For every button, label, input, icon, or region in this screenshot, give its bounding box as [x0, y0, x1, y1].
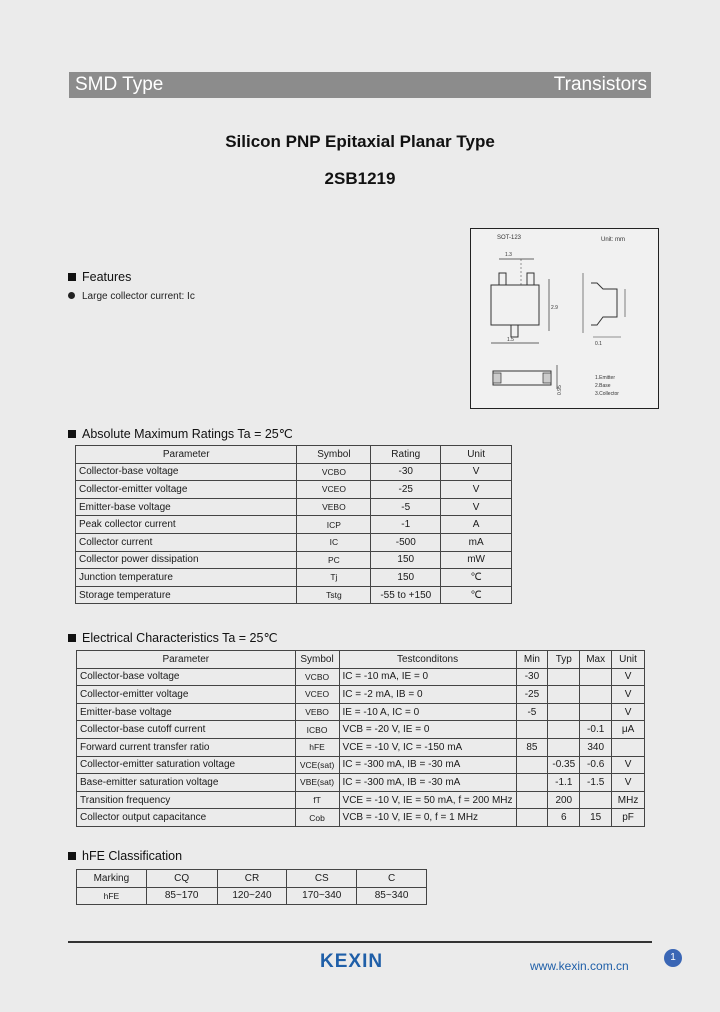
- elec-heading-text: Electrical Characteristics Ta = 25℃: [82, 631, 278, 645]
- hfe-heading: [68, 849, 182, 863]
- table-cell: ICP: [297, 516, 371, 534]
- table-cell: IC = -300 mA, IB = -30 mA: [339, 756, 516, 774]
- table-cell: VCBO: [295, 668, 339, 686]
- feature-text: Large collector current: Ic: [82, 291, 195, 302]
- table-cell: Forward current transfer ratio: [77, 738, 296, 756]
- table-cell: IC = -2 mA, IB = 0: [339, 686, 516, 704]
- table-cell: Collector power dissipation: [76, 551, 297, 569]
- table-cell: mA: [441, 533, 512, 551]
- table-cell: Collector-emitter saturation voltage: [77, 756, 296, 774]
- table-cell: -0.35: [548, 756, 580, 774]
- table-row: [76, 586, 512, 604]
- part-number: 2SB1219: [324, 169, 396, 188]
- table-cell: -30: [371, 463, 441, 481]
- table-cell: -30: [516, 668, 548, 686]
- table-cell: CS: [287, 870, 357, 888]
- bullet-square-icon: [68, 852, 76, 860]
- table-row: [76, 463, 512, 481]
- header-bar: [69, 72, 651, 98]
- dim-label: 2.9: [551, 305, 558, 311]
- table-cell: Collector-base voltage: [77, 668, 296, 686]
- table-cell: -25: [516, 686, 548, 704]
- table-cell: PC: [297, 551, 371, 569]
- table-row: [77, 791, 645, 809]
- table-cell: hFE: [295, 738, 339, 756]
- kexin-logo: KEXIN: [320, 951, 384, 972]
- table-row: [77, 703, 645, 721]
- bullet-square-icon: [68, 634, 76, 642]
- column-header: Typ: [548, 651, 580, 669]
- table-cell: [548, 703, 580, 721]
- abs-max-table: [75, 445, 512, 604]
- table-cell: [516, 809, 548, 827]
- column-header: Unit: [612, 651, 645, 669]
- table-cell: Collector output capacitance: [77, 809, 296, 827]
- table-cell: -5: [371, 498, 441, 516]
- table-cell: [548, 686, 580, 704]
- table-cell: [516, 721, 548, 739]
- table-cell: 340: [580, 738, 612, 756]
- table-cell: ℃: [441, 586, 512, 604]
- table-cell: 15: [580, 809, 612, 827]
- table-cell: ICBO: [295, 721, 339, 739]
- table-cell: C: [357, 870, 427, 888]
- table-cell: CQ: [146, 870, 217, 888]
- table-cell: Emitter-base voltage: [76, 498, 297, 516]
- table-cell: VCEO: [295, 686, 339, 704]
- table-row: [77, 887, 427, 905]
- table-cell: Collector-emitter voltage: [76, 481, 297, 499]
- table-cell: [580, 791, 612, 809]
- table-cell: MHz: [612, 791, 645, 809]
- table-cell: -1.5: [580, 774, 612, 792]
- table-cell: V: [612, 668, 645, 686]
- dim-label: 0.1: [595, 341, 602, 347]
- table-cell: Collector-base voltage: [76, 463, 297, 481]
- package-outline-drawing: [470, 228, 659, 409]
- table-cell: 85: [516, 738, 548, 756]
- table-cell: -0.1: [580, 721, 612, 739]
- table-cell: [516, 774, 548, 792]
- table-row: [77, 756, 645, 774]
- table-cell: pF: [612, 809, 645, 827]
- package-lead: [499, 273, 506, 285]
- table-cell: Collector current: [76, 533, 297, 551]
- table-cell: 150: [371, 569, 441, 587]
- footer-divider: [68, 941, 652, 943]
- table-cell: [580, 668, 612, 686]
- package-side-lead: [543, 373, 551, 383]
- table-cell: Cob: [295, 809, 339, 827]
- package-lead: [511, 325, 518, 337]
- table-row: [77, 870, 427, 888]
- abs-max-heading: [68, 426, 293, 441]
- table-cell: IC: [297, 533, 371, 551]
- table-row: [76, 498, 512, 516]
- table-cell: [612, 738, 645, 756]
- table-cell: VCB = -20 V, IE = 0: [339, 721, 516, 739]
- table-header-row: [77, 651, 645, 669]
- dim-label: 0.95: [557, 385, 563, 395]
- table-cell: Transition frequency: [77, 791, 296, 809]
- table-cell: 150: [371, 551, 441, 569]
- elec-heading: [68, 630, 277, 645]
- table-cell: Collector-emitter voltage: [77, 686, 296, 704]
- abs-max-heading-text: Absolute Maximum Ratings Ta = 25℃: [82, 427, 293, 441]
- table-cell: [516, 756, 548, 774]
- package-lead: [527, 273, 534, 285]
- table-cell: 85~340: [357, 887, 427, 905]
- table-cell: V: [612, 703, 645, 721]
- table-row: [76, 516, 512, 534]
- table-cell: VEBO: [295, 703, 339, 721]
- bullet-square-icon: [68, 430, 76, 438]
- table-cell: IE = -10 A, IC = 0: [339, 703, 516, 721]
- pin-legend: 2.Base: [595, 383, 611, 389]
- column-header: Parameter: [76, 446, 297, 464]
- column-header: Testconditons: [339, 651, 516, 669]
- column-header: Rating: [371, 446, 441, 464]
- table-row: [76, 551, 512, 569]
- feature-item: [68, 291, 195, 302]
- hfe-classification-table: [76, 869, 427, 905]
- column-header: Symbol: [295, 651, 339, 669]
- table-cell: [580, 703, 612, 721]
- table-cell: Tstg: [297, 586, 371, 604]
- table-cell: [516, 791, 548, 809]
- table-cell: V: [441, 498, 512, 516]
- dim-label: 1.5: [507, 337, 514, 343]
- footer-url[interactable]: www.kexin.com.cn: [530, 959, 629, 973]
- table-cell: [548, 668, 580, 686]
- table-cell: 6: [548, 809, 580, 827]
- table-cell: V: [441, 463, 512, 481]
- table-cell: [548, 721, 580, 739]
- table-row: [76, 481, 512, 499]
- table-cell: VBE(sat): [295, 774, 339, 792]
- page-title: Silicon PNP Epitaxial Planar Type: [225, 132, 495, 151]
- table-cell: V: [612, 686, 645, 704]
- table-row: [77, 721, 645, 739]
- package-profile: [591, 283, 617, 325]
- table-cell: Emitter-base voltage: [77, 703, 296, 721]
- package-side-view: [493, 371, 551, 385]
- table-cell: Collector-base cutoff current: [77, 721, 296, 739]
- features-heading: [68, 270, 131, 284]
- bullet-square-icon: [68, 273, 76, 281]
- package-top-view: [491, 285, 539, 325]
- table-cell: -0.6: [580, 756, 612, 774]
- table-cell: V: [612, 774, 645, 792]
- package-name: SOT-123: [497, 235, 522, 241]
- features-heading-text: Features: [82, 270, 132, 284]
- table-cell: VCBO: [297, 463, 371, 481]
- table-cell: -500: [371, 533, 441, 551]
- pin-legend: 1.Emitter: [595, 375, 616, 381]
- electrical-characteristics-table: [76, 650, 645, 827]
- table-cell: 85~170: [146, 887, 217, 905]
- table-row: [77, 686, 645, 704]
- hfe-heading-text: hFE Classification: [82, 849, 183, 863]
- header-left: SMD Type: [75, 74, 164, 95]
- column-header: Unit: [441, 446, 512, 464]
- table-cell: IC = -10 mA, IE = 0: [339, 668, 516, 686]
- table-cell: -25: [371, 481, 441, 499]
- dim-label: 1.3: [505, 252, 512, 258]
- table-cell: 170~340: [287, 887, 357, 905]
- package-side-lead: [493, 373, 501, 383]
- table-cell: Junction temperature: [76, 569, 297, 587]
- table-cell: CR: [217, 870, 287, 888]
- table-cell: VCE(sat): [295, 756, 339, 774]
- table-cell: Base-emitter saturation voltage: [77, 774, 296, 792]
- bullet-dot-icon: [68, 292, 75, 299]
- table-row: [77, 774, 645, 792]
- table-cell: Marking: [77, 870, 147, 888]
- table-cell: VCE = -10 V, IC = -150 mA: [339, 738, 516, 756]
- table-cell: Storage temperature: [76, 586, 297, 604]
- table-cell: V: [441, 481, 512, 499]
- table-cell: [580, 686, 612, 704]
- header-right: Transistors: [553, 74, 647, 95]
- column-header: Min: [516, 651, 548, 669]
- table-cell: 120~240: [217, 887, 287, 905]
- table-cell: IC = -300 mA, IB = -30 mA: [339, 774, 516, 792]
- table-row: [77, 668, 645, 686]
- table-row: [76, 569, 512, 587]
- table-cell: VCE = -10 V, IE = 50 mA, f = 200 MHz: [339, 791, 516, 809]
- table-cell: 200: [548, 791, 580, 809]
- table-cell: VCEO: [297, 481, 371, 499]
- table-cell: Tj: [297, 569, 371, 587]
- package-unit: Unit: mm: [601, 237, 625, 243]
- table-cell: -1: [371, 516, 441, 534]
- table-cell: VEBO: [297, 498, 371, 516]
- table-cell: -55 to +150: [371, 586, 441, 604]
- column-header: Parameter: [77, 651, 296, 669]
- table-cell: [548, 738, 580, 756]
- table-cell: ℃: [441, 569, 512, 587]
- table-cell: mW: [441, 551, 512, 569]
- table-row: [76, 533, 512, 551]
- page-number-badge: 1: [664, 949, 682, 967]
- table-header-row: [76, 446, 512, 464]
- table-cell: -1.1: [548, 774, 580, 792]
- pin-legend: 3.Collector: [595, 391, 619, 397]
- table-cell: A: [441, 516, 512, 534]
- table-row: [77, 809, 645, 827]
- table-cell: fT: [295, 791, 339, 809]
- table-cell: hFE: [77, 887, 147, 905]
- table-cell: -5: [516, 703, 548, 721]
- table-row: [77, 738, 645, 756]
- package-diagram: [471, 229, 660, 410]
- column-header: Symbol: [297, 446, 371, 464]
- column-header: Max: [580, 651, 612, 669]
- table-cell: Peak collector current: [76, 516, 297, 534]
- table-cell: VCB = -10 V, IE = 0, f = 1 MHz: [339, 809, 516, 827]
- table-cell: V: [612, 756, 645, 774]
- table-cell: μA: [612, 721, 645, 739]
